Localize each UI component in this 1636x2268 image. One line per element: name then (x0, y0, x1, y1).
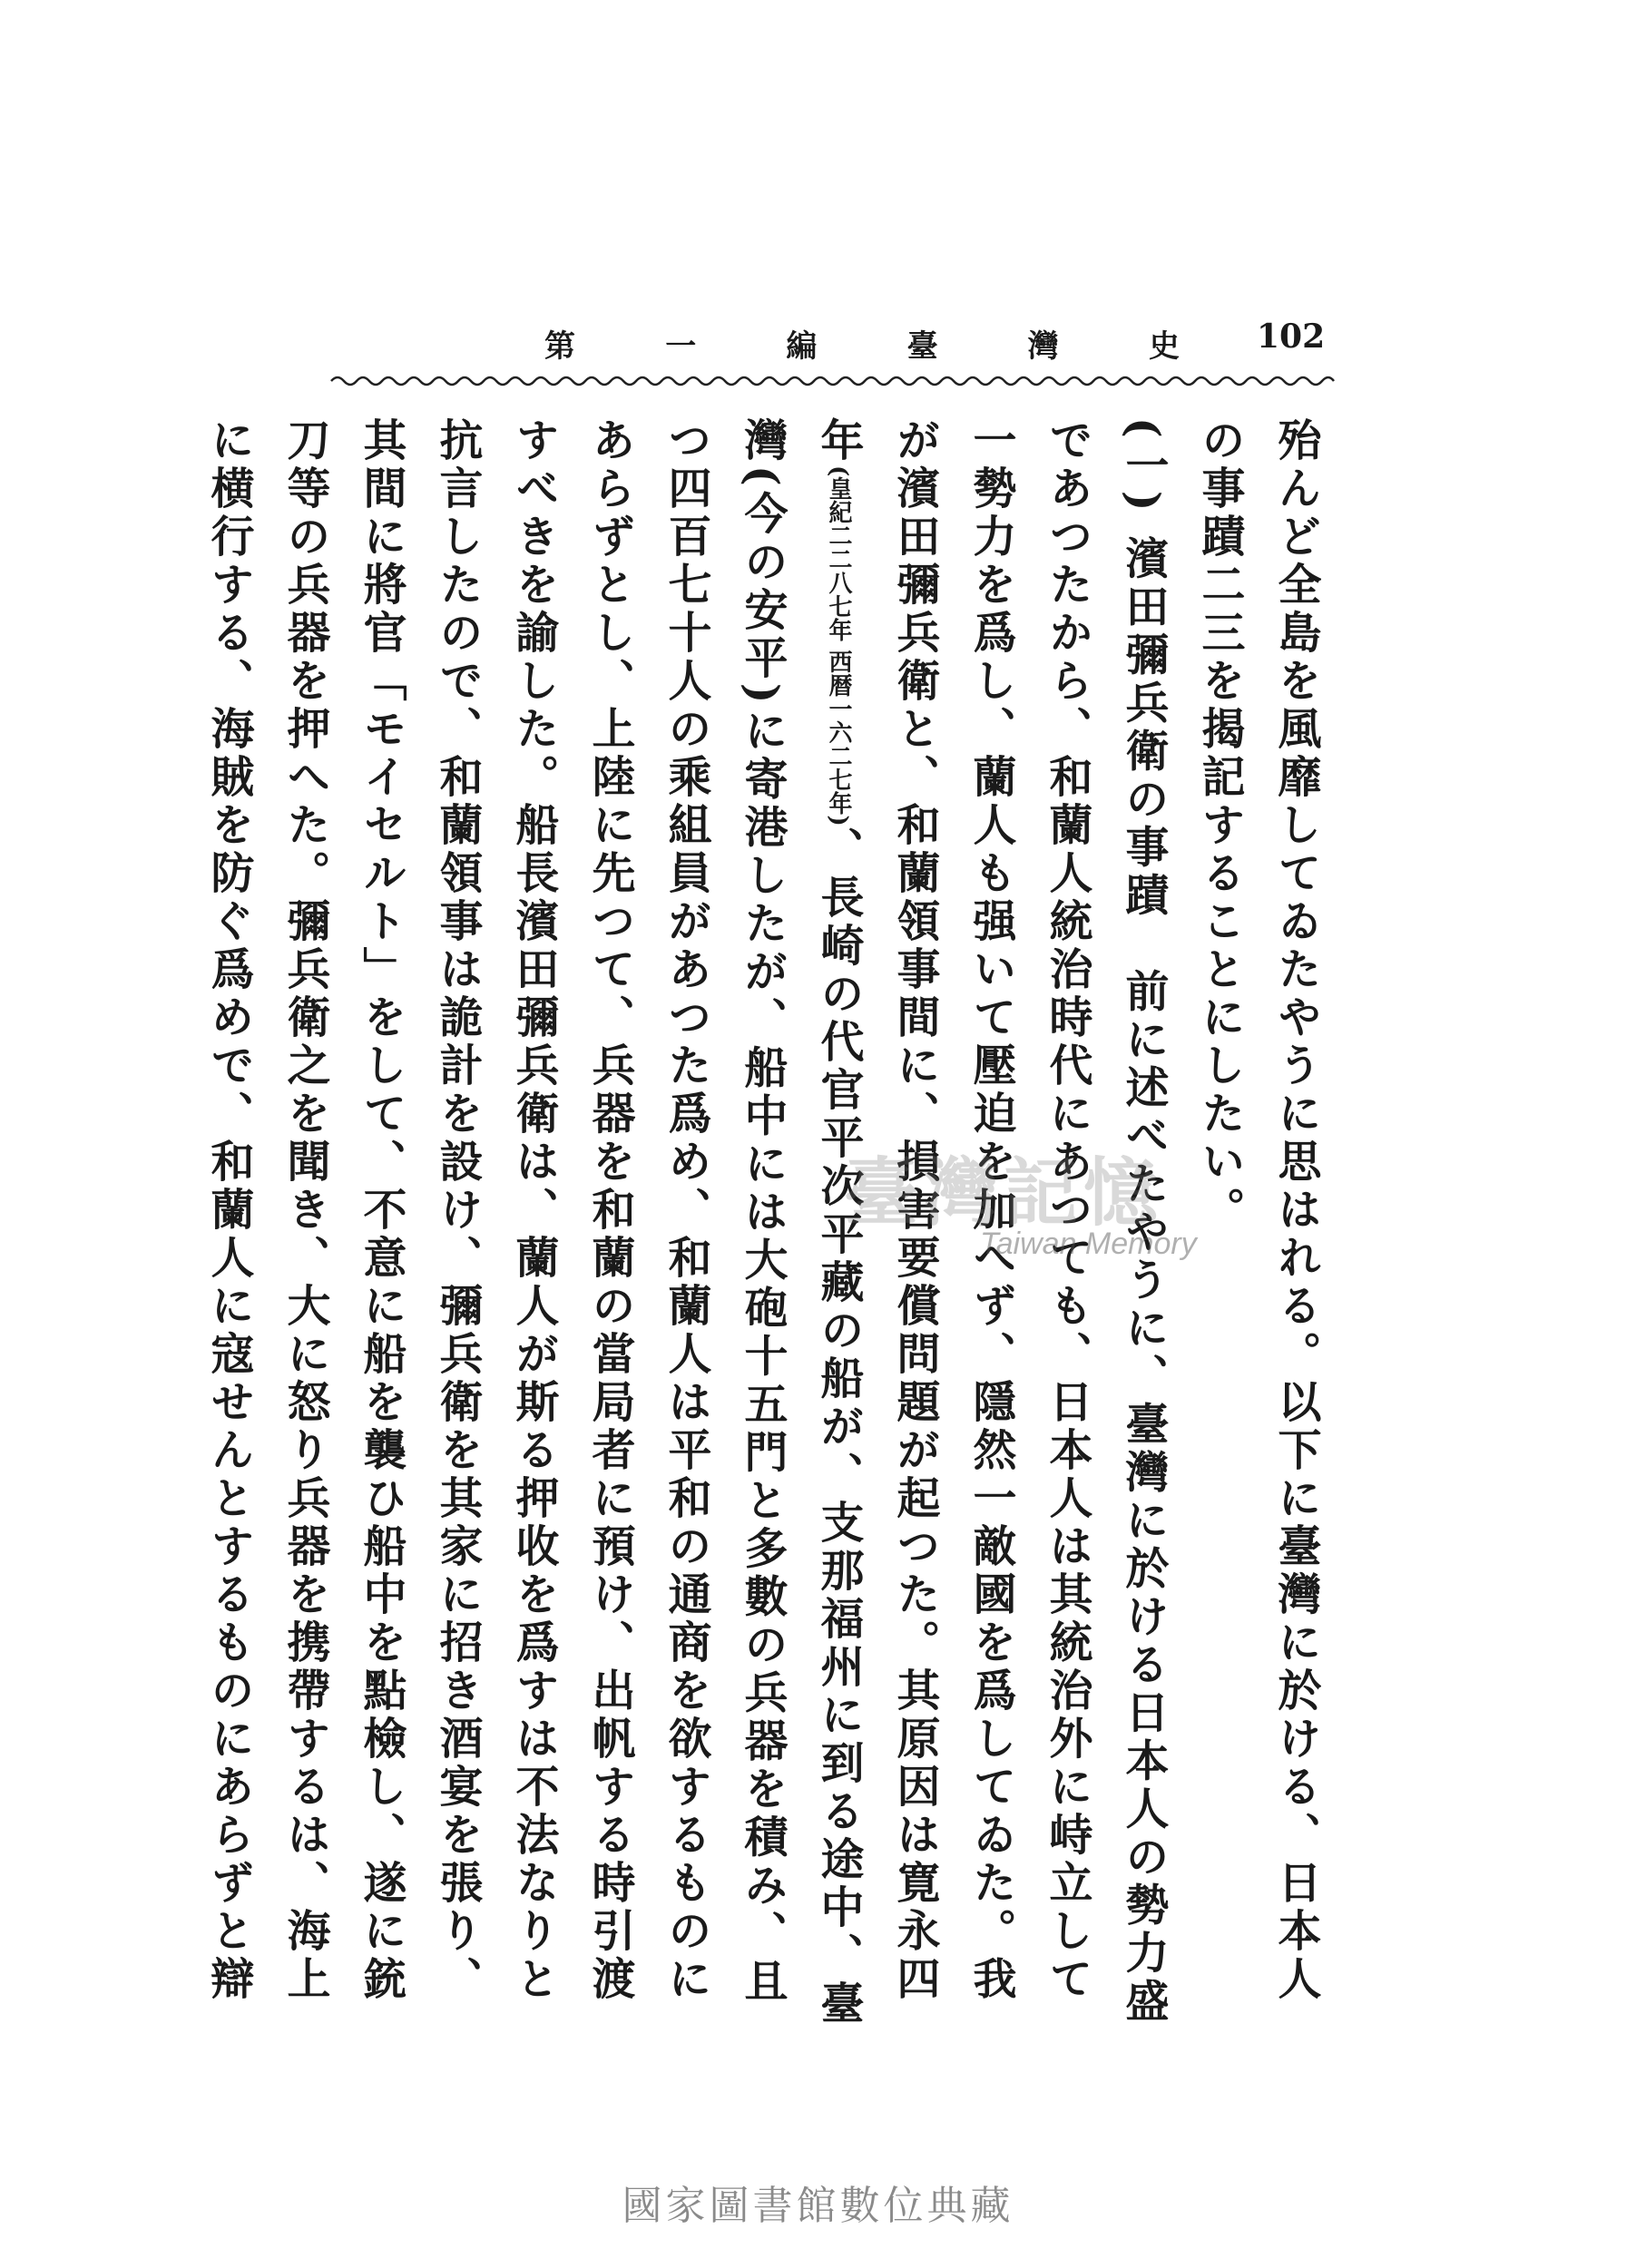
watermark-main-text: 臺灣記憶 (844, 1149, 1164, 1237)
running-title-char: 臺 (906, 327, 938, 365)
footer-credit: 國家圖書館數位典藏 (622, 2183, 1014, 2229)
body-text (203, 417, 1334, 2041)
header-wavy-rule (331, 374, 1334, 388)
date-annotation: (皇紀二二八七年 西暦一六二七年) (825, 465, 852, 826)
page-number: 102 (1257, 318, 1326, 356)
section-heading: (一) 濱田彌兵衛の事蹟 (1118, 417, 1169, 921)
running-title-char: 一 (665, 327, 697, 365)
paragraph-text-continued: 、長崎の代官平次平藏の船が、支那福州に到る途中、臺灣(今の安平)に寄港したが、船中には大砲十五門と多數の兵器を積み、且つ四百七十人の乘組員があつた爲め、和蘭人は平和の通商を欲するものにあらずとし、上陸に先つて、兵器を和蘭の當局者に預け、出帆する時引渡すべきを諭した。船長濱田彌兵衛は、蘭人が斯る押收を爲すは不法なりと抗言したので、和蘭領事は詭計を設け、彌兵衛を其家に招き酒宴を張り、其間に將官「モイセルト」をして、不意に船を襲ひ船中を點檢し、遂に銃刀等の兵器を押へた。彌兵衛之を聞き、大に怒り兵器を携帶するは、海上に横行する、海賊を防ぐ爲めで、和蘭人に寇せんとするものにあらずと辯 (203, 417, 864, 2028)
watermark-sub-text: Taiwan Memory (980, 1227, 1197, 1261)
running-title-char: 灣 (1027, 327, 1059, 365)
running-title-char: 第 (544, 327, 575, 365)
running-title-char: 史 (1148, 327, 1180, 365)
paragraph-intro: 殆んど全島を風靡してゐたやうに思はれる。以下に臺灣に於ける、日本人の事蹟二三を揭記することにしたい。 (1194, 417, 1321, 2004)
running-title-char: 編 (786, 327, 818, 365)
running-title (544, 316, 1180, 370)
section-paragraph (191, 417, 1181, 2041)
paragraph-text: 前に述べたやうに、臺灣に於ける日本人の勢力盛であつたから、和蘭人統治時代にあつても、日本人は其統治外に峙立して一勢力を爲し、蘭人も强いて壓迫を加へず、隱然一敵國を爲してゐた。我が濱田彌兵衛と、和蘭領事間に、損害要償問題が起つた。其原因は寛永四年 (813, 417, 1169, 2027)
